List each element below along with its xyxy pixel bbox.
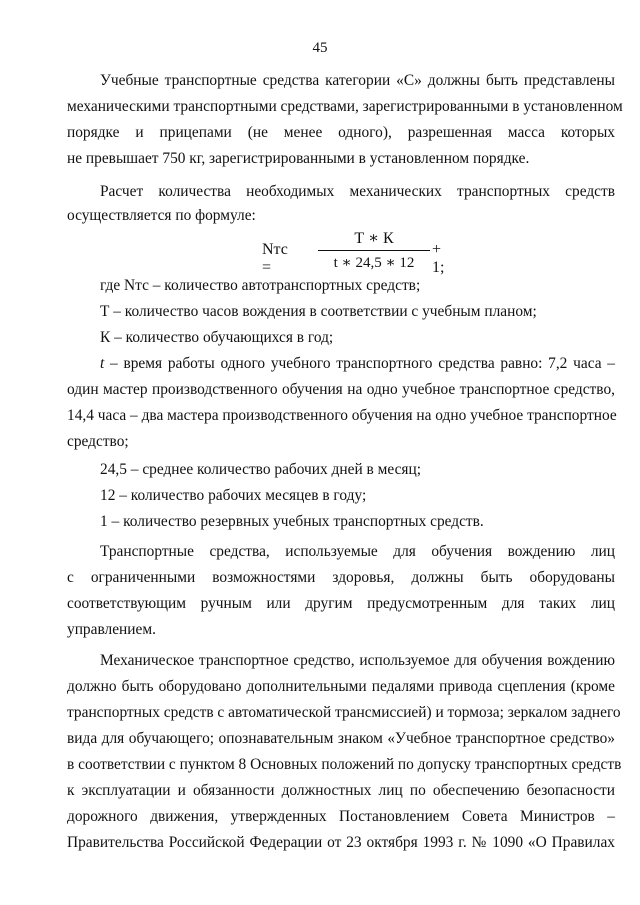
definition-line: [100, 353, 615, 375]
paragraph-line: Учебные транспортные средства категории «С» должны быть представлены: [100, 72, 615, 89]
paragraph-line: соответствующим ручным или другим предусмотренным для таких лиц: [67, 595, 615, 612]
page-number: 45: [312, 40, 328, 56]
formula-fraction: [318, 228, 430, 272]
definition-line: Т – количество часов вождения в соответствии с учебным планом;: [100, 303, 537, 320]
paragraph-line: не превышает 750 кг, зарегистрированными в установленном порядке.: [67, 150, 530, 167]
paragraph-line: Правительства Российской Федерации от 23 октября 1993 г. № 1090 «О Правилах: [67, 834, 615, 851]
paragraph-line: управлением.: [67, 621, 156, 638]
paragraph-line: транспортных средств с автоматической трансмиссией) и тормоза; зеркалом заднего: [67, 704, 621, 721]
paragraph-line: Транспортные средства, используемые для обучения вождению лиц: [100, 543, 615, 560]
paragraph-line: дорожного движения, утвержденных Постановлением Совета Министров –: [67, 808, 615, 825]
paragraph-line: механическими транспортными средствами, зарегистрированными в установленном: [67, 98, 623, 115]
definition-line: 12 – количество рабочих месяцев в году;: [100, 487, 367, 504]
paragraph-line: один мастер производственного обучения на одно учебное транспортное средство,: [67, 381, 615, 398]
definition-line: где Nтс – количество автотранспортных средств;: [100, 277, 421, 294]
definition-line: К – количество обучающихся в год;: [100, 329, 334, 346]
definition-line: 1 – количество резервных учебных транспортных средств.: [100, 513, 484, 530]
formula-numerator: Т ∗ К: [354, 230, 394, 247]
paragraph-line: к эксплуатации и обязанности должностных лиц по обеспечению безопасности: [67, 782, 615, 799]
paragraph-line: средство;: [67, 433, 129, 450]
paragraph-line: 14,4 часа – два мастера производственного обучения на одно учебное транспортное: [67, 407, 617, 424]
paragraph-line: в соответствии с пунктом 8 Основных положений по допуску транспортных средств: [67, 756, 622, 773]
formula-denominator: t ∗ 24,5 ∗ 12: [333, 255, 415, 271]
paragraph-line: осуществляется по формуле:: [67, 207, 256, 224]
paragraph-line: Расчет количества необходимых механических транспортных средств: [100, 183, 615, 200]
fraction-bar: [318, 250, 430, 251]
paragraph-line: вида для обучающего; опознавательным знаком «Учебное транспортное средство»: [67, 730, 615, 747]
paragraph-line: должно быть оборудовано дополнительными педалями привода сцепления (кроме: [67, 678, 615, 695]
paragraph-line: порядке и прицепами (не менее одного), разрешенная масса которых: [67, 124, 615, 141]
paragraph-line: Механическое транспортное средство, используемое для обучения вождению: [100, 652, 615, 669]
formula-rhs: + 1;: [432, 241, 445, 276]
variable-t: t: [100, 355, 105, 372]
formula-lhs: Nтс =: [262, 241, 288, 276]
paragraph-line: с ограниченными возможностями здоровья, должны быть оборудованы: [67, 569, 615, 586]
definition-line: 24,5 – среднее количество рабочих дней в месяц;: [100, 461, 422, 478]
definition-text: – время работы одного учебного транспортного средства равно: 7,2 часа –: [104, 355, 615, 372]
